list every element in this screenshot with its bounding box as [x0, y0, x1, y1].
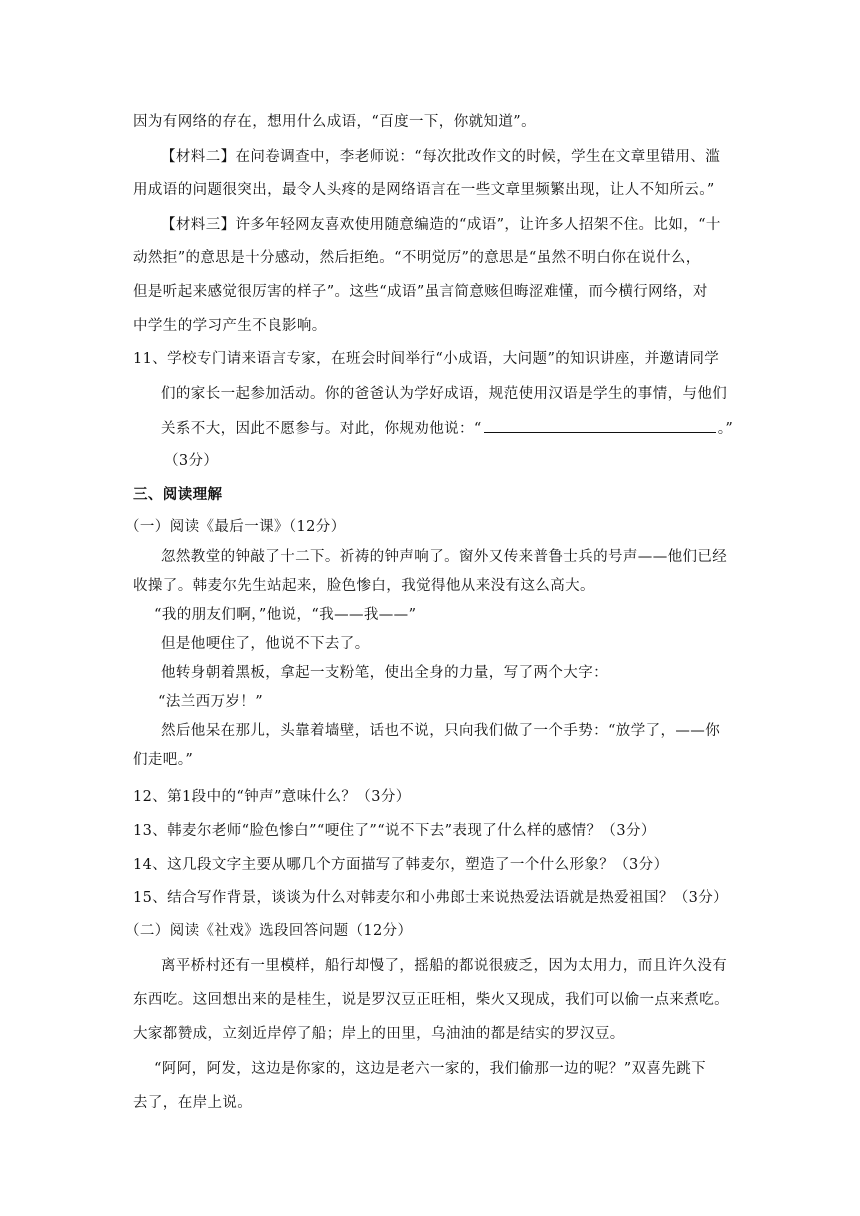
passage-one-line: 收操了。韩麦尔先生站起来，脸色惨白，我觉得他从来没有这么高大。 [133, 578, 595, 594]
question-11: 11、学校专门请来语言专家，在班会时间举行“小成语，大问题”的知识讲座，并邀请同学 [133, 351, 720, 367]
passage-two-line: 东西吃。这回想出来的是桂生，说是罗汉豆正旺相，柴火又现成，我们可以偷一点来煮吃。 [133, 992, 729, 1008]
passage-two-line: 去了，在岸上说。 [133, 1095, 253, 1111]
question-11-end: 。” [717, 421, 734, 437]
passage-one-title: （一）阅读《最后一课》（12分） [125, 519, 346, 535]
text-line: 因为有网络的存在，想用什么成语，“百度一下，你就知道”。 [133, 114, 537, 130]
material-three-line: 中学生的学习产生不良影响。 [133, 318, 327, 334]
question-12: 12、第1段中的“钟声”意味什么？（3分） [133, 789, 411, 805]
question-14: 14、这几段文字主要从哪几个方面描写了韩麦尔，塑造了一个什么形象？（3分） [133, 857, 669, 873]
material-three-line: 动然拒”的意思是十分感动，然后拒绝。“不明觉厉”的意思是“虽然不明白你在说什么， [133, 250, 701, 266]
passage-two-title: （二）阅读《社戏》选段回答问题（12分） [125, 923, 413, 939]
material-two-line: 【材料二】在问卷调查中，李老师说：“每次批改作文的时候，学生在文章里错用、滥 [161, 149, 721, 165]
passage-two-line: 大家都赞成，立刻近岸停了船；岸上的田里，乌油油的都是结实的罗汉豆。 [133, 1026, 625, 1042]
material-three-line: 【材料三】许多年轻网友喜欢使用随意编造的“成语”，让许多人招架不住。比如，“十 [161, 217, 721, 233]
passage-one-line: 然后他呆在那儿，头靠着墙壁，话也不说，只向我们做了一个手势：“放学了，——你 [161, 723, 721, 739]
answer-blank[interactable] [484, 418, 716, 433]
question-11-line [161, 418, 733, 439]
passage-one-line: 但是他哽住了，他说不下去了。 [161, 636, 370, 652]
question-11-line: 们的家长一起参加活动。你的爸爸认为学好成语，规范使用汉语是学生的事情，与他们 [161, 386, 728, 402]
passage-two-line: 离平桥村还有一里模样，船行却慢了，摇船的都说很疲乏，因为太用力，而且许久没有 [161, 958, 728, 974]
passage-one-line: 他转身朝着黑板，拿起一支粉笔，使出全身的力量，写了两个大字： [161, 665, 608, 681]
question-11-text: 关系不大，因此不愿参与。对此，你规劝他说：“ [161, 421, 482, 437]
question-11-score: （3分） [164, 453, 219, 469]
question-13: 13、韩麦尔老师“脸色惨白”“哽住了”“说不下去”表现了什么样的感情？（3分） [133, 823, 656, 839]
material-two-line: 用成语的问题很突出，最令人头疼的是网络语言在一些文章里频繁出现，让人不知所云。” [133, 182, 715, 198]
material-three-line: 但是听起来感觉很厉害的样子”。这些“成语”虽言简意赅但晦涩难懂，而今横行网络，对 [133, 284, 708, 300]
passage-two-line: “阿阿，阿发，这边是你家的，这边是老六一家的，我们偷那一边的呢？”双喜先跳下 [154, 1061, 707, 1077]
passage-one-line: “我的朋友们啊，”他说，“我——我——” [154, 607, 417, 623]
section-heading: 三、阅读理解 [133, 486, 223, 503]
passage-one-line: “法兰西万岁！” [158, 694, 264, 710]
question-15: 15、结合写作背景，谈谈为什么对韩麦尔和小弗郎士来说热爱法语就是热爱祖国？（3分） [133, 890, 729, 906]
passage-one-line: 忽然教堂的钟敲了十二下。祈祷的钟声响了。窗外又传来普鲁士兵的号声——他们已经 [161, 549, 728, 565]
passage-one-line: 们走吧。” [133, 752, 194, 768]
